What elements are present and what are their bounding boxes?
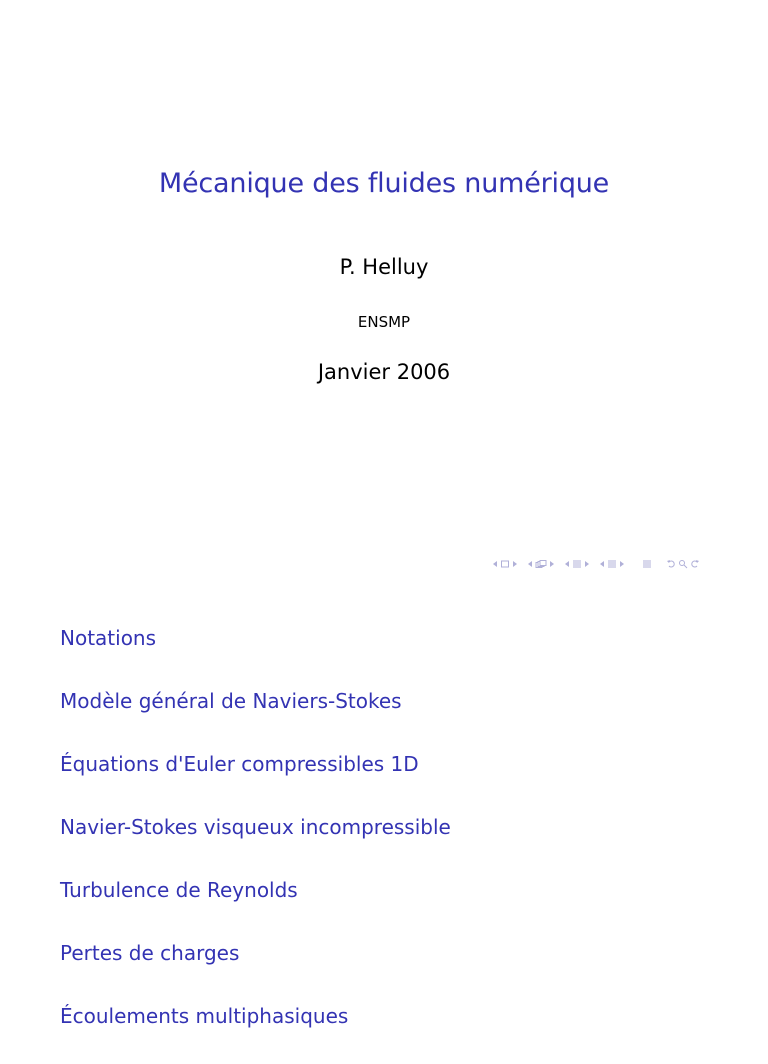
nav-subsection-group-2 xyxy=(599,559,625,569)
outline-slide xyxy=(0,585,768,1028)
nav-prev-subsection-2-icon[interactable] xyxy=(599,559,605,569)
institute-name: ENSMP xyxy=(357,313,411,331)
nav-document-group xyxy=(642,559,652,569)
nav-back-icon[interactable] xyxy=(666,559,676,569)
table-of-contents xyxy=(60,623,451,1064)
nav-next-subsection-icon[interactable] xyxy=(549,559,555,569)
nav-forward-icon[interactable] xyxy=(690,559,700,569)
nav-prev-frame-icon[interactable] xyxy=(492,559,498,569)
toc-item-navier-stokes-general[interactable]: Modèle général de Naviers-Stokes xyxy=(60,689,402,713)
nav-prev-section-icon[interactable] xyxy=(564,559,570,569)
nav-prev-subsection-icon[interactable] xyxy=(527,559,533,569)
nav-frame-icon[interactable] xyxy=(500,559,510,569)
nav-next-subsection-2-icon[interactable] xyxy=(619,559,625,569)
toc-item-notations[interactable]: Notations xyxy=(60,626,157,650)
nav-tools-group xyxy=(666,559,700,569)
toc-item-pertes-charges[interactable]: Pertes de charges xyxy=(60,941,240,965)
toc-item-multiphasiques[interactable]: Écoulements multiphasiques xyxy=(60,1004,349,1028)
toc-item-turbulence[interactable]: Turbulence de Reynolds xyxy=(60,878,298,902)
nav-section-group xyxy=(564,559,590,569)
nav-subsection-group xyxy=(527,559,555,569)
nav-search-icon[interactable] xyxy=(678,559,688,569)
beamer-navigation-bar xyxy=(492,557,700,571)
nav-subsection-icon[interactable] xyxy=(607,559,617,569)
nav-document-icon[interactable] xyxy=(642,559,652,569)
nav-next-section-icon[interactable] xyxy=(584,559,590,569)
presentation-date: Janvier 2006 xyxy=(317,360,451,384)
toc-item-euler-1d[interactable]: Équations d'Euler compressibles 1D xyxy=(60,752,419,776)
presentation-title: Mécanique des fluides numérique xyxy=(158,168,610,199)
nav-section-icon[interactable] xyxy=(572,559,582,569)
nav-subsection-frames-icon[interactable] xyxy=(535,559,547,569)
author-name: P. Helluy xyxy=(339,255,429,279)
nav-frame-group xyxy=(492,559,518,569)
nav-next-frame-icon[interactable] xyxy=(512,559,518,569)
toc-item-navier-stokes-incompressible[interactable]: Navier-Stokes visqueux incompressible xyxy=(60,815,451,839)
